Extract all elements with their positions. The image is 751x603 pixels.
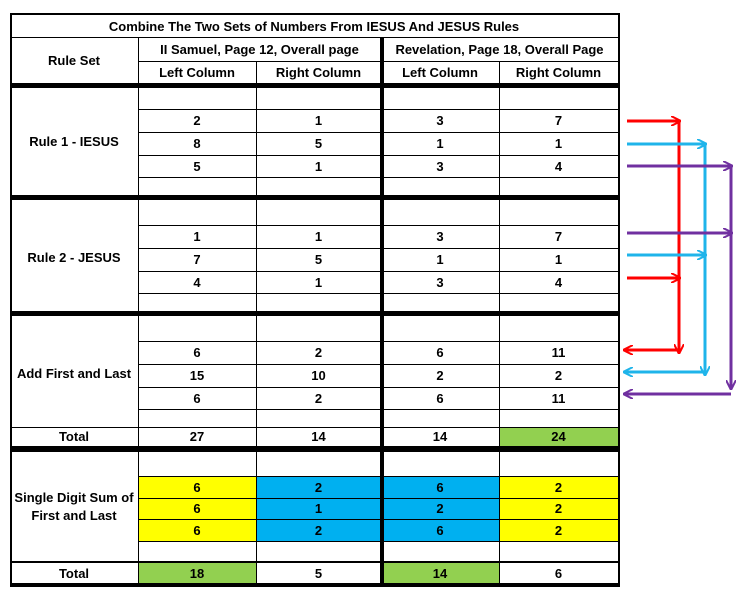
table-cell: 6 [436, 390, 444, 406]
total-label: Total [58, 429, 90, 444]
table-cell: 3 [436, 158, 444, 174]
table-cell: 11 [551, 345, 566, 360]
table-cell: 2 [256, 519, 381, 541]
table-cell: 5 [314, 252, 323, 267]
total-cell: 14 [381, 563, 499, 583]
table-cell: 1 [436, 252, 444, 267]
group-header-revelation: Revelation, Page 18, Overall Page [395, 41, 604, 57]
total-cell: 14 [311, 429, 326, 444]
table-cell: 4 [193, 274, 201, 290]
table-cell: 11 [551, 390, 566, 406]
total-cell: 6 [554, 565, 563, 581]
table-cell: 7 [193, 252, 201, 267]
total-cell: 18 [138, 563, 256, 583]
section-label: Rule 2 - JESUS [27, 249, 121, 265]
table-cell: 1 [314, 113, 323, 128]
table-cell: 1 [554, 136, 563, 151]
total-cell: 27 [189, 429, 205, 444]
table-cell: 4 [554, 158, 563, 174]
column-header: Left Column [402, 64, 478, 80]
table-cell: 6 [381, 519, 499, 541]
table-title: Combine The Two Sets of Numbers From IESUS And JESUS Rules [108, 18, 520, 34]
table-cell: 2 [499, 476, 618, 498]
table-cell: 8 [193, 136, 201, 151]
table-cell: 2 [499, 498, 618, 519]
total-cell: 5 [314, 565, 323, 581]
table-cell: 15 [189, 368, 205, 383]
table-cell: 4 [554, 274, 563, 290]
table-cell: 1 [314, 274, 323, 290]
total-label: Total [58, 565, 90, 581]
column-header: Right Column [515, 64, 602, 80]
total-cell: 14 [432, 429, 448, 444]
table-cell: 7 [554, 113, 563, 128]
table-cell: 2 [314, 345, 323, 360]
column-header: Right Column [275, 64, 362, 80]
table-cell: 1 [314, 158, 323, 174]
table-cell: 6 [138, 498, 256, 519]
table-cell: 2 [554, 368, 563, 383]
group-header-samuel: II Samuel, Page 12, Overall page [160, 41, 359, 57]
table-cell: 3 [436, 274, 444, 290]
table-cell: 3 [436, 113, 444, 128]
section-label: Single Digit Sum of First and Last [14, 489, 134, 523]
section-label: Rule 1 - IESUS [29, 133, 119, 149]
table-cell: 6 [138, 476, 256, 498]
total-cell: 24 [499, 427, 618, 446]
table-cell: 1 [193, 229, 201, 244]
table-cell: 2 [381, 498, 499, 519]
rule-set-header: Rule Set [47, 52, 100, 68]
table-cell: 3 [436, 229, 444, 244]
table-cell: 1 [314, 229, 323, 244]
table-cell: 6 [193, 345, 201, 360]
table-cell: 2 [314, 390, 323, 406]
table-cell: 1 [256, 498, 381, 519]
table-cell: 5 [193, 158, 201, 174]
table-cell: 7 [554, 229, 563, 244]
table-cell: 1 [554, 252, 563, 267]
table-cell: 5 [314, 136, 323, 151]
table-cell: 1 [436, 136, 444, 151]
table-cell: 2 [436, 368, 444, 383]
table-cell: 2 [499, 519, 618, 541]
section-label: Add First and Last [16, 365, 132, 381]
table-cell: 6 [381, 476, 499, 498]
column-header: Left Column [159, 64, 235, 80]
table-cell: 2 [256, 476, 381, 498]
table-cell: 2 [193, 113, 201, 128]
table-cell: 6 [193, 390, 201, 406]
table-cell: 10 [311, 368, 326, 383]
table-cell: 6 [138, 519, 256, 541]
table-cell: 6 [436, 345, 444, 360]
